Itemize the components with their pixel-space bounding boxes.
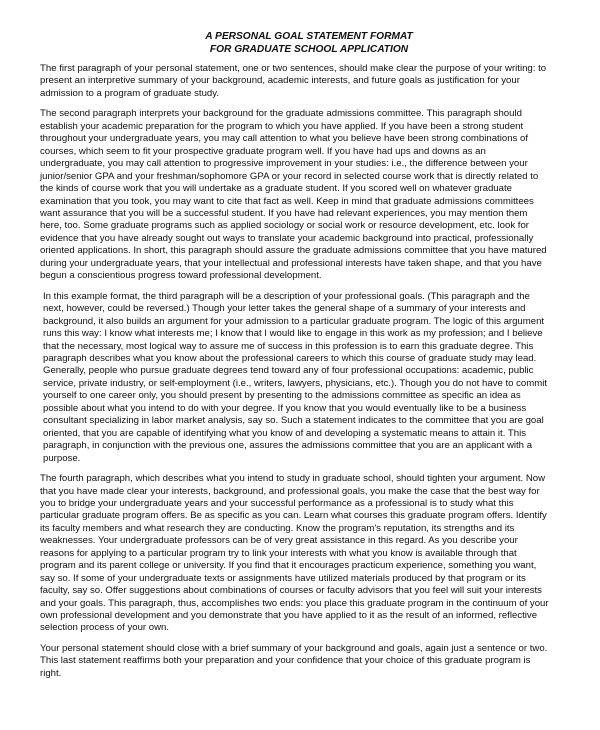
paragraph-1: The first paragraph of your personal statement, one or two sentences, should make clear the purpose of your writing: to present an interpretive summary of your background, academic interests, and future goals as justification for your admission to a program of graduate study. [40,63,547,99]
paragraph-2: The second paragraph interprets your background for the graduate admissions committee. This paragraph should establish your academic preparation for the program to which you have applied. If you have been a strong student throughout your undergraduate years, you may call attention to what you believe have been strong combinations of courses, which seem to fit your prospective graduate program well. If you have had ups and downs as an undergraduate, you may call attention to progressive improvement in your studies: i.e., the difference between your junior/senior GPA and your freshman/sophomore GPA or your record in selected course work that is directly related to the kinds of course work that you will undertake as a graduate student. If you scored well on whatever graduate examination that you took, you may want to cite that fact as well. Keep in mind that graduate admissions committees want assurance that you will be a successful student. If you have had relevant experiences, you may mention them here, too. Some graduate programs such as applied sociology or social work or resource development, etc. look for evidence that you have already sought out ways to translate your academic background into practical, professionally oriented applications. In short, this paragraph should assure the graduate admissions committee that you have matured during your undergraduate years, that your intellectual and professional interests have taken shape, and that you have begun a conscientious progress toward professional development. [40,108,547,282]
paragraph-4: The fourth paragraph, which describes what you intend to study in graduate school, should tighten your argument. Now that you have made clear your interests, background, and professional goals, you make the case that the best way for you to bridge your undergraduate years and your successful performance as a professional is to study what this particular graduate program offers. Be as specific as you can. Learn what courses this graduate program offers. Identify its faculty members and what research they are conducting. Know the program's reputation, its strengths and its weaknesses. Your undergraduate professors can be of very great assistance in this regard. As you describe your reasons for applying to a particular program try to link your interests with what you know is available through that program and its parent college or university. If you find that it encourages practicum experience, something you want, say so. If some of your undergraduate texts or assignments have utilized materials produced by that program or its faculty, say so. Offer suggestions about combinations of courses or faculty advisors that you feel will suit your interests and your goals. This paragraph, thus, accomplishes two ends: you place this graduate program in the continuum of your own professional development and you demonstrate that you have applied to it as the result of an informed, reflective selection process of your own. [40,473,549,634]
paragraph-3: In this example format, the third paragraph will be a description of your professional goals. (This paragraph and the next, however, could be reversed.) Though your letter takes the general shape of a summary of your interests and background, it also builds an argument for your admission to a particular graduate program. The logic of this argument runs this way: I know what interests me; I know that I would like to engage in this work as my profession; and I believe that the necessary, most logical way to assure me of success in this profession is to earn this graduate degree. This paragraph describes what you know about the professional careers to which this course of graduate study may lead. Generally, people who pursue graduate degrees tend toward any of four professional occupations: academic, public service, private industry, or self-employment (i.e., writers, lawyers, physicians, etc.). Though you do not have to commit yourself to one career only, you should present by presenting to the admissions committee as specific an idea as possible about what you intend to do with your degree. If you know that you would eventually like to be a business consultant specializing in labor market analysis, say so. Such a statement indicates to the committee that you are goal oriented, that you are capable of identifying what you know of and developing a systematic means to attain it. This paragraph, in conjunction with the previous one, assures the admissions committee that you are an applicant with a purpose. [43,290,548,464]
document-title [68,30,550,56]
title-line-1: A PERSONAL GOAL STATEMENT FORMAT [205,31,413,42]
paragraph-5: Your personal statement should close with a brief summary of your background and goals, again just a sentence or two. This last statement reaffirms both your preparation and your confidence that your choice of this graduate program is right. [40,642,548,679]
title-line-2: FOR GRADUATE SCHOOL APPLICATION [209,44,409,55]
